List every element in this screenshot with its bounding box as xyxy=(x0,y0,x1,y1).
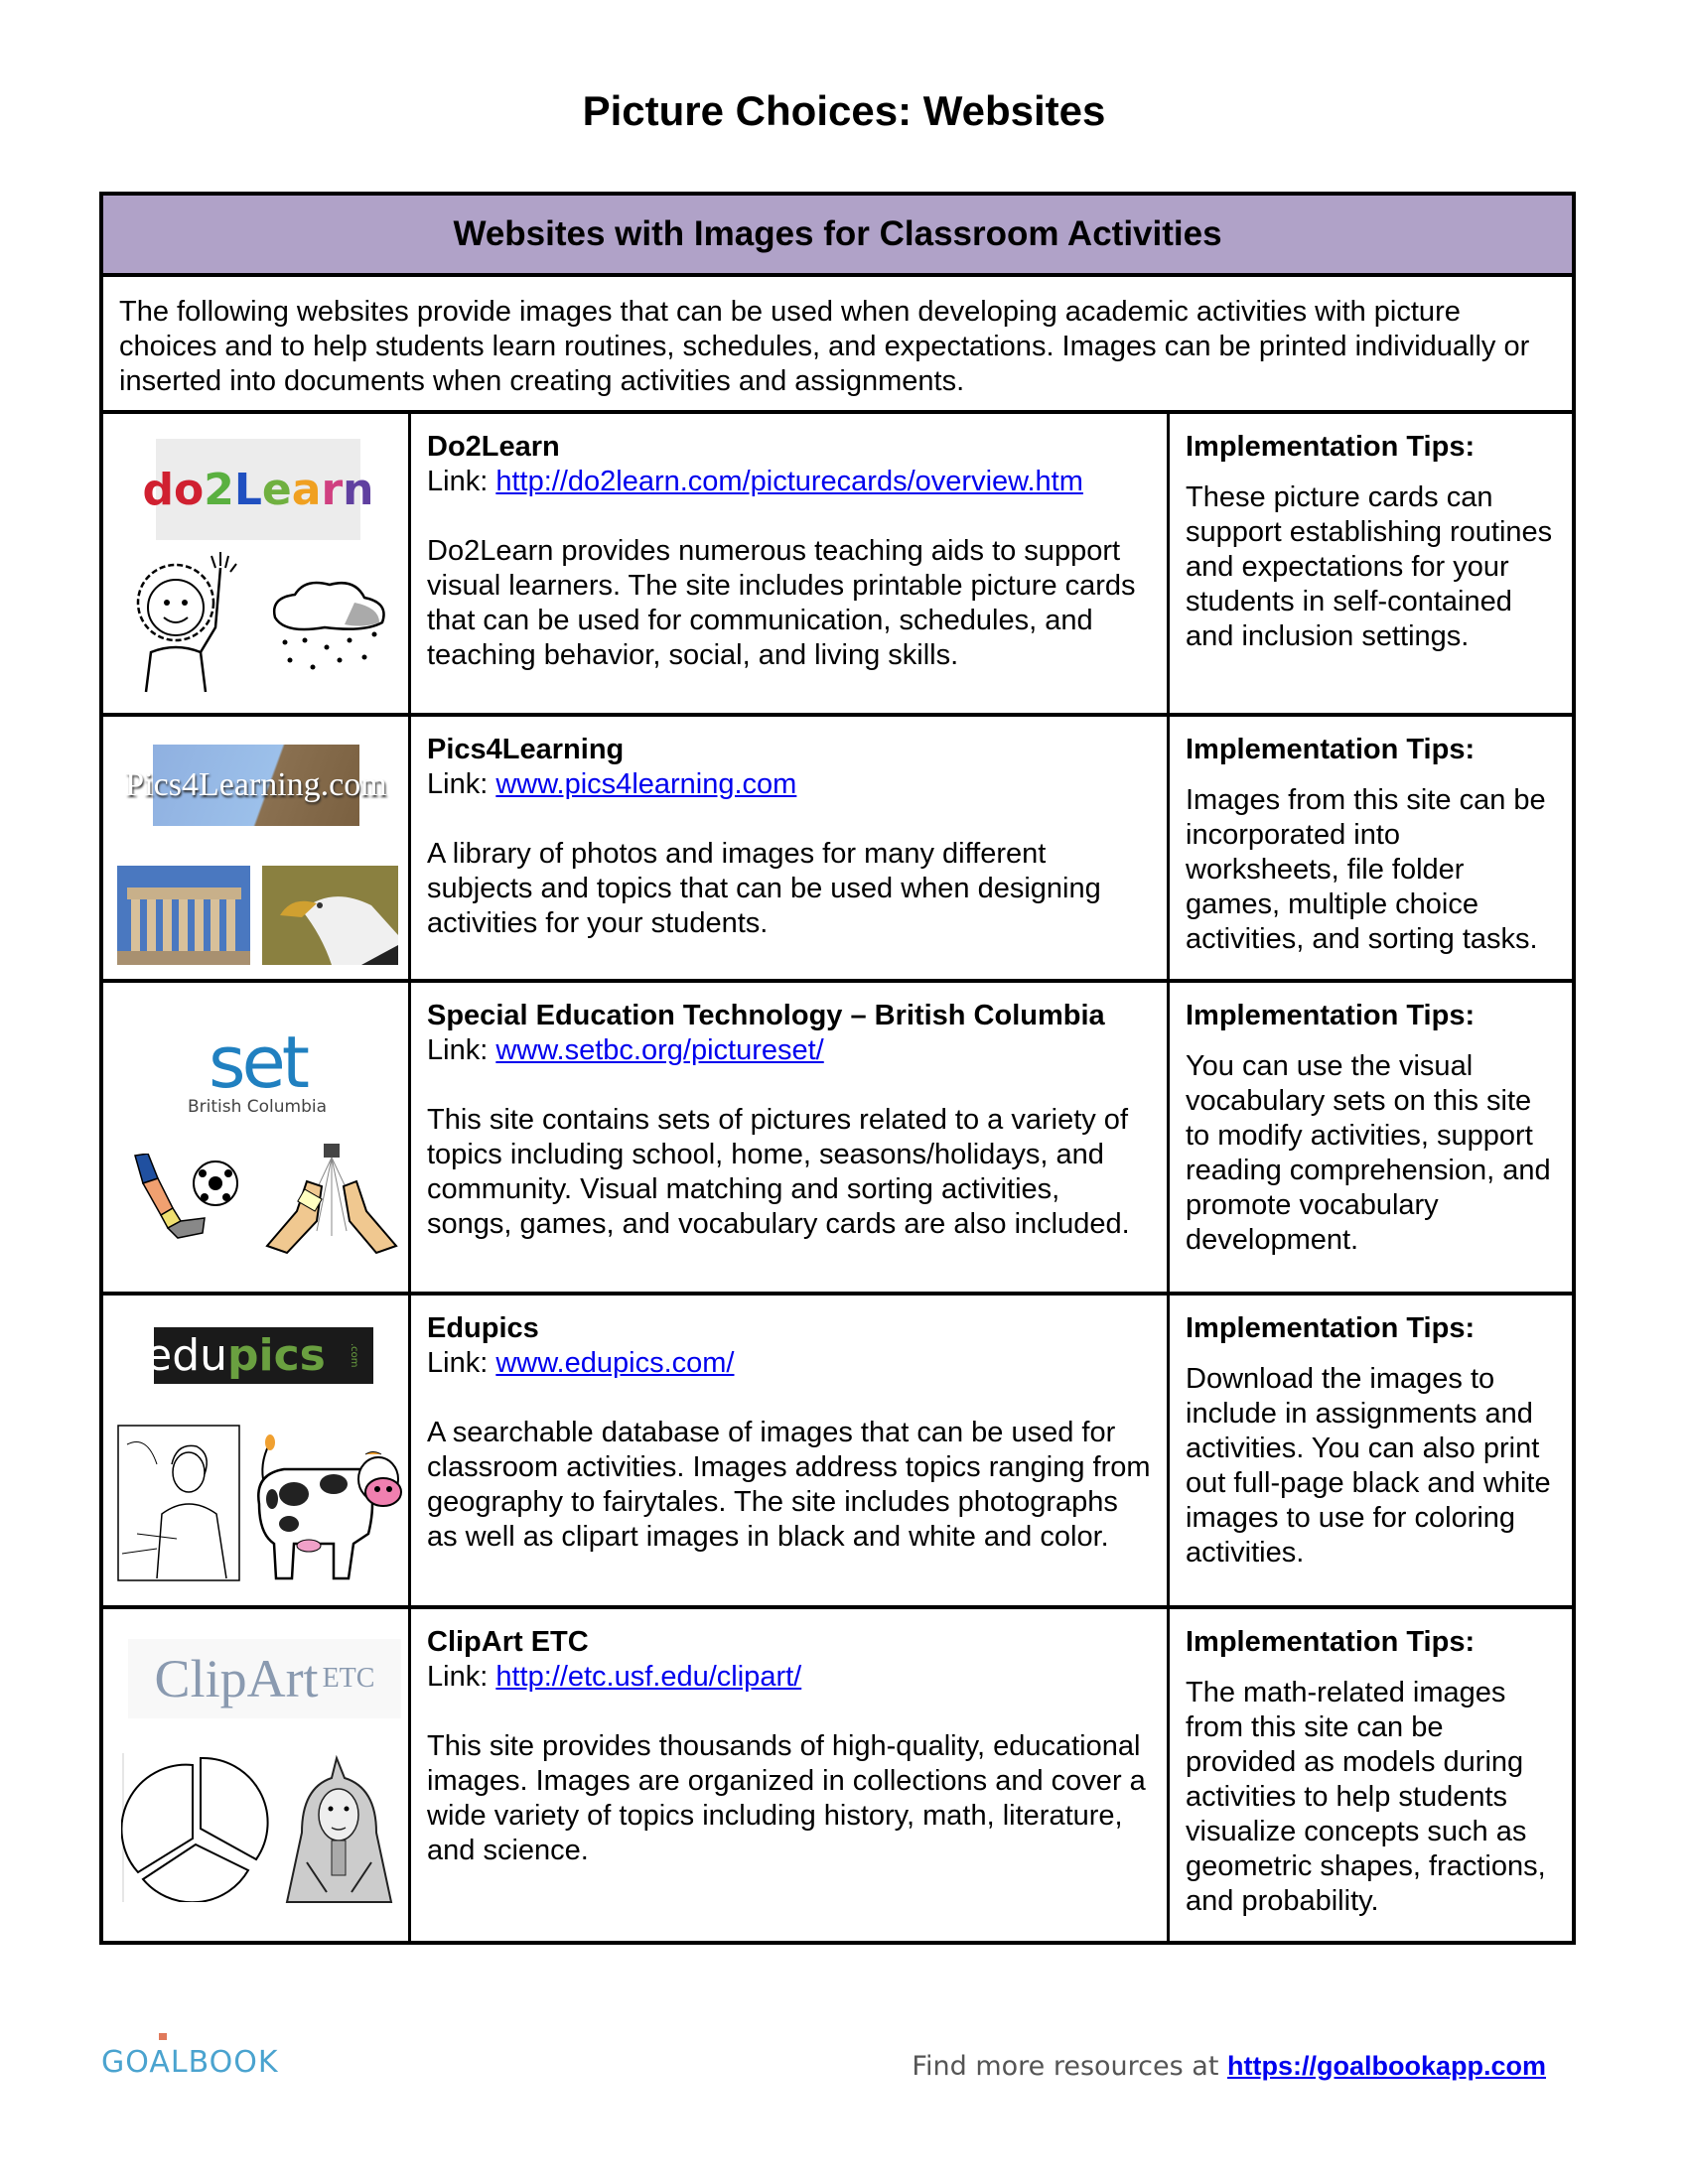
site-link[interactable]: http://etc.usf.edu/clipart/ xyxy=(495,1661,802,1693)
image-cell xyxy=(103,1296,411,1605)
washing-hands-image xyxy=(262,1142,401,1256)
tips-heading: Implementation Tips: xyxy=(1186,1312,1476,1344)
kicking-soccer-ball-image xyxy=(133,1154,242,1243)
link-label: Link: xyxy=(427,1034,489,1066)
websites-table xyxy=(99,192,1576,1945)
site-info-cell xyxy=(411,1609,1170,1941)
tips-cell xyxy=(1170,414,1572,713)
tips-text: Images from this site can be incorporated into worksheets, file folder games, multiple choice activities, and sorting tasks. xyxy=(1186,784,1546,955)
table-row xyxy=(103,414,1572,717)
pics4learning-logo: Pics4Learning.com xyxy=(153,745,359,826)
intro-text: The following websites provide images that can be used when developing academic activities with picture choices and to help students learn routines, schedules, and expectations. Images can be printed individually or inserted into documents when creating activities and assignments. xyxy=(103,277,1572,414)
site-link[interactable]: www.pics4learning.com xyxy=(495,768,797,800)
site-name: Edupics xyxy=(427,1312,539,1344)
site-name: Do2Learn xyxy=(427,431,560,463)
table-row xyxy=(103,1296,1572,1609)
parthenon-photo xyxy=(117,866,250,965)
image-cell xyxy=(103,1609,411,1941)
george-washington-drawing xyxy=(117,1425,240,1581)
tips-text: The math-related images from this site can be provided as models during activities to help students visualize concepts such as geometric shapes, fractions, and probability. xyxy=(1186,1677,1546,1917)
site-description: This site contains sets of pictures related to a variety of topics including school, home, seasons/holidays, and community. Visual matching and sorting activities, songs, games, and vocabulary cards are also included. xyxy=(427,1104,1130,1240)
link-label: Link: xyxy=(427,1661,489,1693)
goalbook-link[interactable]: https://goalbookapp.com xyxy=(1227,2051,1546,2081)
flag-icon xyxy=(159,2033,167,2040)
image-cell xyxy=(103,983,411,1292)
image-cell xyxy=(103,414,411,713)
footer-resources xyxy=(912,2051,1546,2082)
setbc-logo: set British Columbia xyxy=(187,1021,328,1117)
site-description: This site provides thousands of high-quality, educational images. Images are organized in collections and cover a wide variety of topics including history, math, literature, and science. xyxy=(427,1730,1146,1866)
tips-heading: Implementation Tips: xyxy=(1186,1626,1476,1658)
tips-cell xyxy=(1170,983,1572,1292)
clipart-etc-logo: ClipArt ETC xyxy=(128,1639,401,1718)
link-label: Link: xyxy=(427,466,489,497)
tips-heading: Implementation Tips: xyxy=(1186,1000,1476,1031)
site-name: ClipArt ETC xyxy=(427,1626,589,1658)
waving-child-image xyxy=(131,548,255,697)
goalbook-logo: GOALBOOK xyxy=(101,2045,279,2080)
table-row xyxy=(103,1609,1572,1941)
cow-image xyxy=(254,1434,403,1583)
site-link[interactable]: www.setbc.org/pictureset/ xyxy=(495,1034,824,1066)
tips-heading: Implementation Tips: xyxy=(1186,431,1476,463)
tips-text: Download the images to include in assignments and activities. You can also print out full-page black and white images to use for coloring activities. xyxy=(1186,1363,1551,1569)
edupics-logo: edu pics .com xyxy=(154,1327,373,1384)
pharaoh-bust-image xyxy=(277,1753,401,1917)
rain-cloud-image xyxy=(265,573,394,682)
tips-heading: Implementation Tips: xyxy=(1186,734,1476,765)
site-info-cell xyxy=(411,1296,1170,1605)
footer-text: Find more resources at xyxy=(912,2051,1219,2082)
site-link[interactable]: http://do2learn.com/picturecards/overview.htm xyxy=(495,466,1083,497)
eagle-photo xyxy=(262,866,398,965)
page-title: Picture Choices: Websites xyxy=(582,87,1106,134)
site-name: Special Education Technology – British Columbia xyxy=(427,1000,1105,1031)
site-description: Do2Learn provides numerous teaching aids to support visual learners. The site includes printable picture cards that can be used for communication, schedules, and teaching behavior, social, and living skills. xyxy=(427,535,1136,671)
tips-cell xyxy=(1170,1296,1572,1605)
site-info-cell xyxy=(411,983,1170,1292)
link-label: Link: xyxy=(427,1347,489,1379)
tips-text: You can use the visual vocabulary sets on this site to modify activities, support reading comprehension, and promote vocabulary development. xyxy=(1186,1050,1551,1256)
table-row xyxy=(103,717,1572,983)
image-cell xyxy=(103,717,411,979)
table-row xyxy=(103,983,1572,1296)
tips-cell xyxy=(1170,717,1572,979)
site-description: A searchable database of images that can be used for classroom activities. Images address topics ranging from geography to fairytales. The site includes photographs as well as clipart images in black and white and color. xyxy=(427,1417,1151,1553)
link-label: Link: xyxy=(427,768,489,800)
fraction-circle-thirds-image xyxy=(121,1753,270,1902)
tips-text: These picture cards can support establishing routines and expectations for your students in self-contained and inclusion settings. xyxy=(1186,481,1553,652)
site-link[interactable]: www.edupics.com/ xyxy=(495,1347,735,1379)
site-description: A library of photos and images for many different subjects and topics that can be used when designing activities for your students. xyxy=(427,838,1101,939)
do2learn-logo: do 2 L e a r n xyxy=(156,439,360,540)
site-name: Pics4Learning xyxy=(427,734,625,765)
tips-cell xyxy=(1170,1609,1572,1941)
site-info-cell xyxy=(411,717,1170,979)
table-header: Websites with Images for Classroom Activities xyxy=(103,196,1572,277)
site-info-cell xyxy=(411,414,1170,713)
